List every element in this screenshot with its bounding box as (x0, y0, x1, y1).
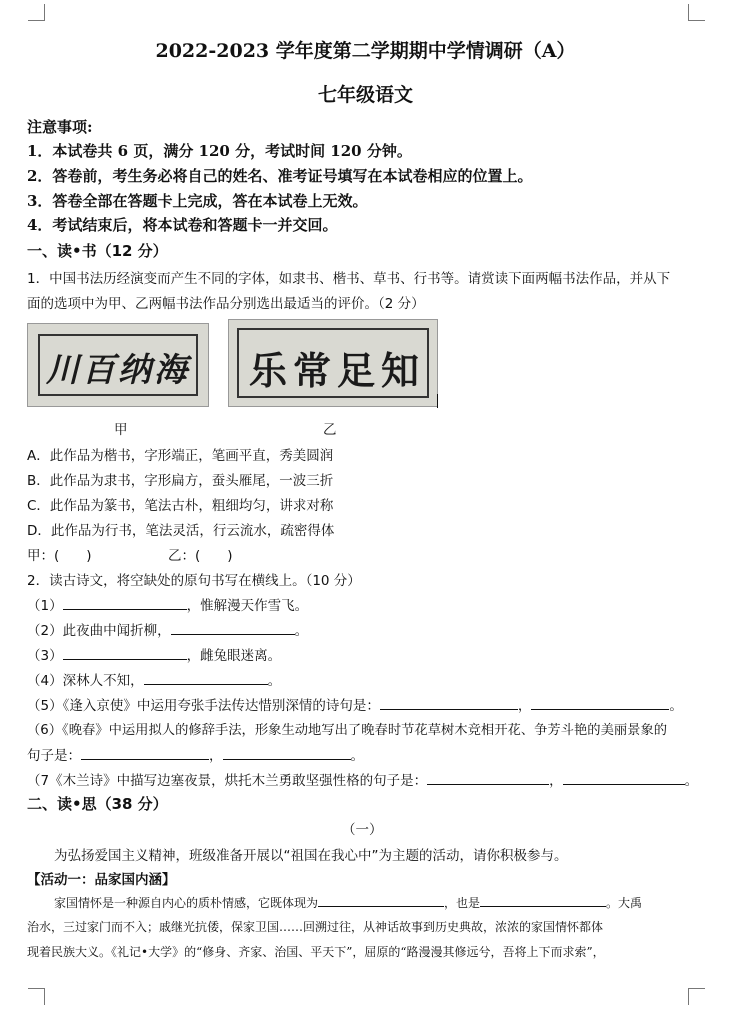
q2-2-suffix: 。 (294, 623, 309, 639)
q2-7-blank-1[interactable] (427, 771, 549, 785)
q2-item-3 (27, 644, 281, 664)
section1-heading: 一、读•书（12 分） (27, 242, 168, 260)
q2-5-prefix: （5）《逢入京使》中运用夸张手法传达惜别深情的诗句是： (27, 698, 380, 714)
q2-item-6-line1: （6）《晚春》中运用拟人的修辞手法，形象生动地写出了晚春时节花草树木竞相开花、争芳斗艳的美丽景象的 (27, 723, 668, 738)
q2-5-blank-1[interactable] (380, 696, 518, 710)
part-one-label: （一） (342, 822, 383, 838)
label-jia: 甲 (114, 422, 128, 438)
exam-title: 2022-2023 学年度第二学期期中学情调研（A） (155, 40, 576, 62)
q2-item-5 (27, 694, 683, 714)
corner-mark-bottom-right (688, 988, 705, 1005)
q2-item-7 (27, 769, 698, 789)
passage-blank-2[interactable] (480, 893, 606, 907)
q2-3-prefix: （3） (27, 648, 63, 664)
q2-5-blank-2[interactable] (531, 696, 669, 710)
q2-item-1 (27, 594, 308, 614)
q2-2-blank[interactable] (171, 621, 295, 635)
option-c: C．此作品为篆书，笔法古朴，粗细均匀，讲求对称 (27, 498, 334, 514)
calligraphy-yi-glyphs: 乐常足知 (249, 348, 426, 393)
q2-6-mid: ， (209, 748, 223, 764)
passage-blank-1[interactable] (318, 893, 444, 907)
notice-item-1: 1．本试卷共 6 页，满分 120 分，考试时间 120 分钟。 (27, 142, 412, 160)
q2-2-prefix: （2）此夜曲中闻折柳， (27, 623, 171, 639)
option-b: B．此作品为隶书，字形扁方，蚕头雁尾，一波三折 (27, 473, 334, 489)
notice-item-4: 4．考试结束后，将本试卷和答题卡一并交回。 (27, 216, 338, 234)
q2-6-prefix: 句子是： (27, 748, 81, 764)
option-a: A．此作品为楷书，字形端正，笔画平直，秀美圆润 (27, 448, 334, 464)
q2-1-blank[interactable] (63, 596, 187, 610)
passage-1-suffix: 。大禹 (606, 896, 643, 910)
notice-item-3: 3．答卷全部在答题卡上完成，答在本试卷上无效。 (27, 192, 368, 210)
q2-7-suffix: 。 (684, 773, 699, 789)
text-cursor (437, 394, 438, 408)
q2-1-prefix: （1） (27, 598, 63, 614)
q2-item-6-line2 (27, 744, 364, 764)
q2-7-mid: ， (549, 773, 563, 789)
passage-1-prefix: 家国情怀是一种源自内心的质朴情感，它既体现为 (54, 896, 319, 910)
section2-heading: 二、读•思（38 分） (27, 795, 168, 813)
q2-item-2 (27, 619, 308, 639)
option-d: D．此作品为行书，笔法灵活，行云流水，疏密得体 (27, 523, 335, 539)
q2-4-blank[interactable] (144, 671, 268, 685)
calligraphy-jia-glyphs: 川百纳海 (46, 350, 190, 389)
q2-3-suffix: ，雌兔眼迷离。 (186, 648, 282, 664)
corner-mark-top-right (688, 4, 705, 21)
q1-text-line1: 1．中国书法历经演变而产生不同的字体，如隶书、楷书、草书、行书等。请赏读下面两幅书法作品，并从下 (27, 271, 671, 287)
q2-1-suffix: ，惟解漫天作雪飞。 (186, 598, 309, 614)
q2-5-suffix: 。 (669, 698, 683, 714)
calligraphy-image-jia (27, 323, 209, 407)
q2-text: 2．读古诗文，将空缺处的原句书写在横线上。（10 分） (27, 573, 361, 589)
notice-item-2: 2．答卷前，考生务必将自己的姓名、准考证号填写在本试卷相应的位置上。 (27, 167, 533, 185)
q2-6-blank-2[interactable] (223, 746, 351, 760)
q2-4-prefix: （4）深林人不知， (27, 673, 144, 689)
q2-4-suffix: 。 (267, 673, 282, 689)
q2-3-blank[interactable] (63, 646, 187, 660)
label-yi: 乙 (323, 422, 337, 438)
answer-jia: 甲：( ) (27, 548, 92, 564)
passage-1-mid: ，也是 (444, 896, 481, 910)
exam-subtitle: 七年级语文 (317, 84, 413, 106)
q2-7-blank-2[interactable] (563, 771, 685, 785)
corner-mark-bottom-left (28, 988, 45, 1005)
corner-mark-top-left (28, 4, 45, 21)
activity-intro: 为弘扬爱国主义精神，班级准备开展以“祖国在我心中”为主题的活动，请你积极参与。 (54, 848, 568, 864)
activity-one-heading: 【活动一：品家国内涵】 (27, 872, 176, 888)
passage-line-3: 现着民族大义。《礼记•大学》的“修身、齐家、治国、平天下”，屈原的“路漫漫其修远兮，吾将上下而求索”， (27, 945, 605, 959)
passage-line-2: 治水，三过家门而不入；戚继光抗倭，保家卫国……回溯过往，从神话故事到历史典故，浓浓的家国情怀都体 (27, 920, 604, 934)
answer-yi: 乙：( ) (168, 548, 233, 564)
q2-6-suffix: 。 (350, 748, 364, 764)
q2-5-mid: ， (517, 698, 532, 714)
q2-item-4 (27, 669, 281, 689)
q1-text-line2: 面的选项中为甲、乙两幅书法作品分别选出最适当的评价。（2 分） (27, 296, 425, 312)
notice-heading: 注意事项: (27, 118, 93, 136)
calligraphy-image-yi (228, 319, 438, 407)
q2-6-blank-1[interactable] (81, 746, 209, 760)
q2-7-prefix: （7《木兰诗》中描写边塞夜景，烘托木兰勇敢坚强性格的句子是： (27, 773, 428, 789)
passage-line-1 (54, 893, 642, 911)
